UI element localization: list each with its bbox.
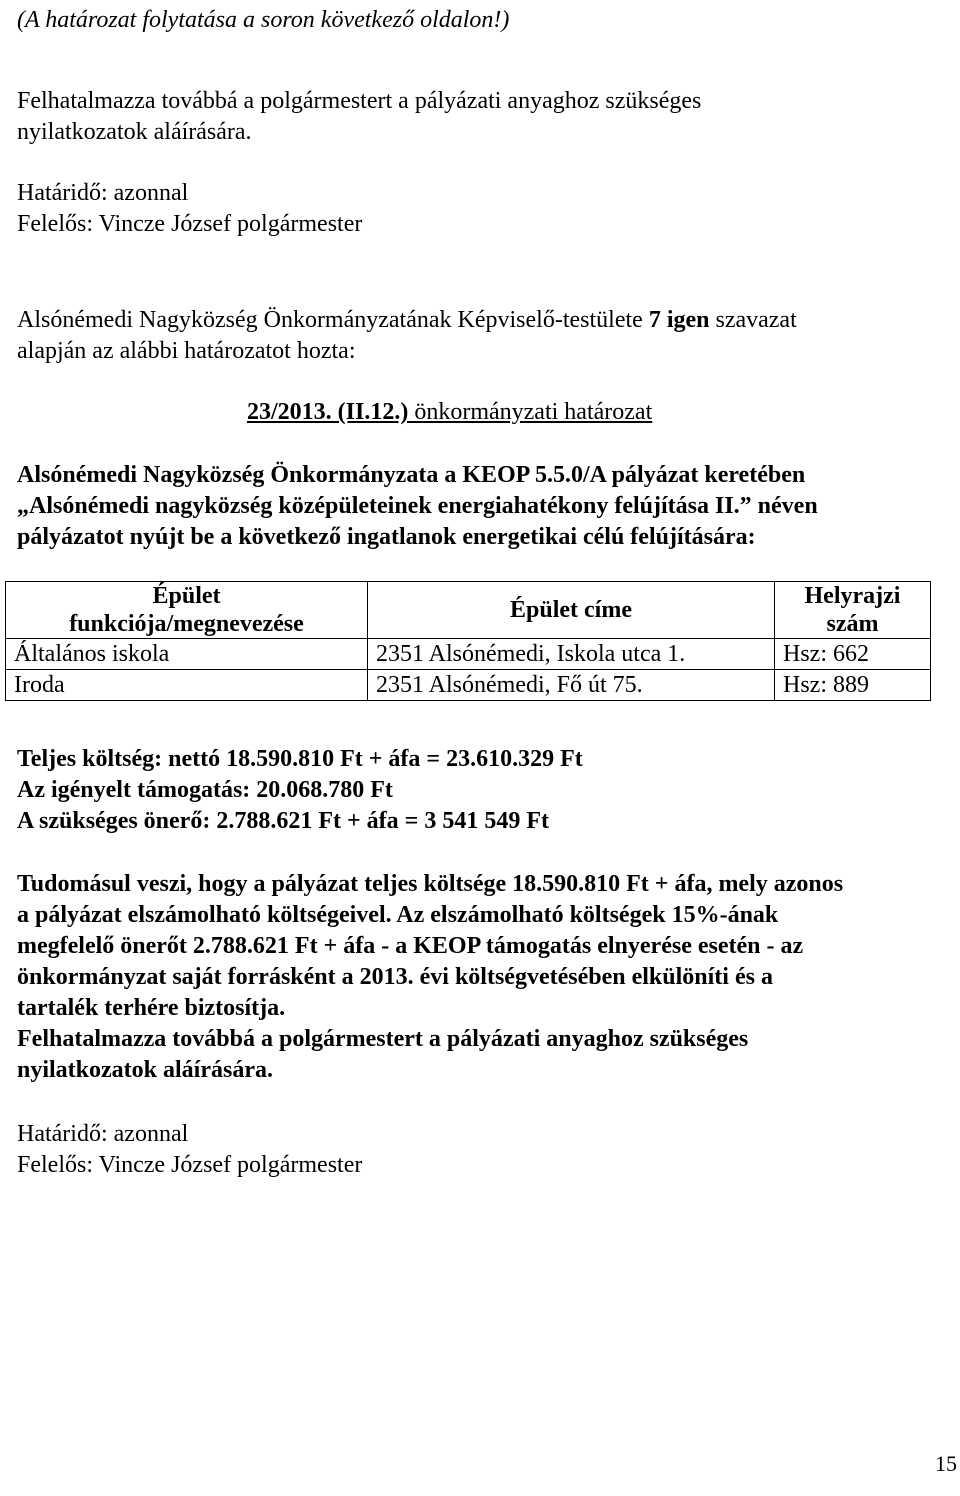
table-row	[6, 670, 931, 701]
header-text: szám	[826, 611, 879, 637]
intro-line: pályázatot nyújt be a következő ingatlanok energetikai célú felújítására:	[17, 524, 756, 550]
project-name: „Alsónémedi nagyközség középületeinek energiahatékony felújítása II.”	[17, 493, 752, 519]
table-row	[6, 639, 931, 670]
cell-name: Iroda	[6, 670, 368, 701]
text-line: megfelelő önerőt 2.788.621 Ft + áfa - a KEOP támogatás elnyerése esetén - az	[17, 933, 804, 959]
text-line: Felhatalmazza továbbá a polgármestert a pályázati anyaghoz szükséges	[17, 88, 702, 114]
header-building-function	[6, 582, 368, 639]
page-number: 15	[935, 1451, 957, 1476]
header-lot-number	[775, 582, 931, 639]
intro-text: néven	[751, 493, 818, 519]
header-address: Épület címe	[368, 582, 775, 639]
text-line: Felhatalmazza továbbá a polgármestert a pályázati anyaghoz szükséges	[17, 1026, 749, 1052]
header-note: (A határozat folytatása a soron következő oldalon!)	[17, 7, 510, 33]
text-line: nyilatkozatok aláírására.	[17, 119, 252, 145]
deadline-2: Határidő: azonnal	[17, 1121, 189, 1147]
resolution-label: önkormányzati határozat	[408, 399, 653, 425]
buildings-table	[5, 581, 931, 701]
text-line: Tudomásul veszi, hogy a pályázat teljes költsége 18.590.810 Ft + áfa, mely azonos	[17, 871, 844, 897]
header-text: funkciója/megnevezése	[69, 611, 304, 637]
table-header-row	[6, 582, 931, 639]
own-contribution: A szükséges önerő: 2.788.621 Ft + áfa = 3 541 549 Ft	[17, 808, 549, 834]
responsible-1: Felelős: Vincze József polgármester	[17, 211, 363, 237]
total-cost: Teljes költség: nettó 18.590.810 Ft + áfa = 23.610.329 Ft	[17, 746, 583, 772]
responsible-2: Felelős: Vincze József polgármester	[17, 1152, 363, 1178]
text-line: tartalék terhére biztosítja.	[17, 995, 286, 1021]
text-line: a pályázat elszámolható költségeivel. Az elszámolható költségek 15%-ának	[17, 902, 779, 928]
intro-line: Alsónémedi Nagyközség Önkormányzata a KEOP 5.5.0/A pályázat keretében	[17, 462, 806, 488]
cell-address: 2351 Alsónémedi, Fő út 75.	[368, 670, 775, 701]
vote-count: 7 igen	[648, 307, 710, 333]
vote-line-2: alapján az alábbi határozatot hozta:	[17, 338, 356, 364]
resolution-number: 23/2013. (II.12.)	[247, 399, 409, 425]
cell-address: 2351 Alsónémedi, Iskola utca 1.	[368, 639, 775, 670]
text-line: önkormányzat saját forrásként a 2013. évi költségvetésében elkülöníti és a	[17, 964, 773, 990]
vote-text-end: szavazat	[709, 307, 797, 333]
deadline-1: Határidő: azonnal	[17, 180, 189, 206]
cell-lot: Hsz: 662	[775, 639, 931, 670]
requested-support: Az igényelt támogatás: 20.068.780 Ft	[17, 777, 393, 803]
vote-text: Alsónémedi Nagyközség Önkormányzatának Képviselő-testülete	[17, 307, 649, 333]
vote-line	[17, 305, 797, 335]
cell-name: Általános iskola	[6, 639, 368, 670]
header-text: Helyrajzi	[804, 583, 901, 609]
text-line: nyilatkozatok aláírására.	[17, 1057, 273, 1083]
cell-lot: Hsz: 889	[775, 670, 931, 701]
intro-line	[17, 491, 818, 521]
header-text: Épület	[152, 583, 221, 609]
resolution-title	[247, 397, 652, 427]
